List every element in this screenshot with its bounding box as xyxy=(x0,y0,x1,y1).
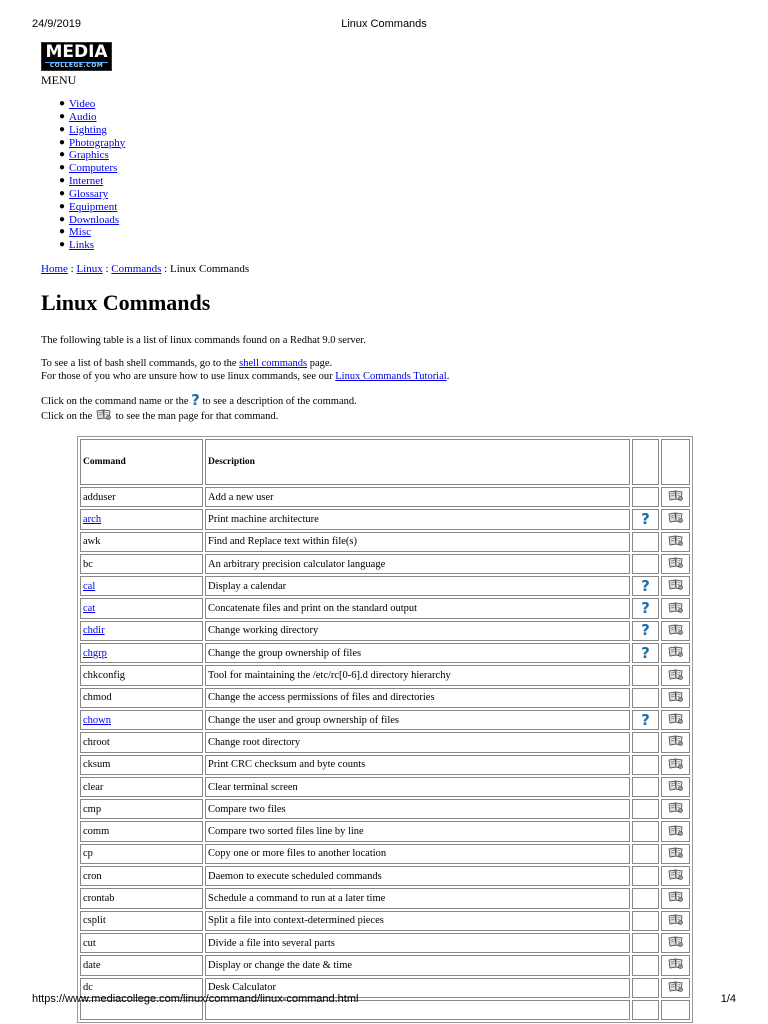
description-cell: Desk Calculator xyxy=(205,978,630,998)
command-cell xyxy=(80,911,203,931)
table-header-row xyxy=(80,439,690,485)
man-page-icon[interactable] xyxy=(667,734,685,750)
command-cell xyxy=(80,821,203,841)
man-icon-cell xyxy=(661,933,690,953)
description-cell: Find and Replace text within file(s) xyxy=(205,532,630,552)
question-mark-icon[interactable]: ? xyxy=(641,621,650,640)
description-cell: Compare two sorted files line by line xyxy=(205,821,630,841)
man-page-icon[interactable] xyxy=(667,690,685,706)
command-cell xyxy=(80,643,203,663)
command-cell xyxy=(80,509,203,529)
man-page-icon[interactable] xyxy=(667,712,685,728)
table-row xyxy=(80,821,690,841)
man-icon-cell xyxy=(661,621,690,641)
man-page-icon[interactable] xyxy=(667,980,685,996)
table-row xyxy=(80,643,690,663)
description-icon-cell xyxy=(632,665,659,685)
command-name: bc xyxy=(83,558,93,570)
shell-commands-link[interactable]: shell commands xyxy=(239,358,308,369)
description-cell: Change the user and group ownership of files xyxy=(205,710,630,730)
man-icon-cell xyxy=(661,643,690,663)
man-icon-cell xyxy=(661,576,690,596)
man-icon-cell xyxy=(661,554,690,574)
site-logo[interactable] xyxy=(41,42,112,71)
description-icon-cell xyxy=(632,710,659,730)
man-icon-cell xyxy=(661,821,690,841)
man-icon-cell xyxy=(661,911,690,931)
bullet-icon: ● xyxy=(59,162,66,174)
man-page-icon[interactable] xyxy=(667,623,685,639)
table-row xyxy=(80,844,690,864)
man-icon-cell xyxy=(661,509,690,529)
menu-link-audio[interactable]: Audio xyxy=(69,110,97,123)
command-cell xyxy=(80,554,203,574)
question-mark-icon: ? xyxy=(191,391,200,409)
command-cell xyxy=(80,576,203,596)
column-header-command: Command xyxy=(80,439,203,485)
man-page-icon[interactable] xyxy=(667,824,685,840)
table-row xyxy=(80,732,690,752)
description-icon-cell xyxy=(632,866,659,886)
click-man-line: Click on the to see the man page for that command. xyxy=(41,408,278,425)
man-page-icon[interactable] xyxy=(667,957,685,973)
description-cell: Divide a file into several parts xyxy=(205,933,630,953)
command-name: cmp xyxy=(83,803,102,815)
description-cell: Print CRC checksum and byte counts xyxy=(205,755,630,775)
breadcrumb-home[interactable]: Home xyxy=(41,263,68,275)
command-cell xyxy=(80,688,203,708)
table-row xyxy=(80,755,690,775)
description-cell: Compare two files xyxy=(205,799,630,819)
command-cell xyxy=(80,665,203,685)
table-row xyxy=(80,933,690,953)
menu-link-glossary[interactable]: Glossary xyxy=(69,187,109,200)
bash-commands-line: To see a list of bash shell commands, go to the shell commands page. xyxy=(41,358,333,369)
description-cell: Concatenate files and print on the standard output xyxy=(205,598,630,618)
description-icon-cell xyxy=(632,755,659,775)
man-icon-cell xyxy=(661,665,690,685)
man-icon-cell xyxy=(661,688,690,708)
man-icon-cell xyxy=(661,777,690,797)
command-name: dc xyxy=(83,982,93,994)
description-icon-cell xyxy=(632,732,659,752)
man-page-icon[interactable] xyxy=(667,534,685,550)
command-link[interactable]: cat xyxy=(83,603,96,615)
question-mark-icon[interactable]: ? xyxy=(641,643,650,662)
description-cell: Schedule a command to run at a later time xyxy=(205,888,630,908)
man-page-icon[interactable] xyxy=(667,645,685,661)
table-row xyxy=(80,532,690,552)
description-icon-cell xyxy=(632,888,659,908)
command-name: chmod xyxy=(83,692,112,704)
man-icon-cell xyxy=(661,799,690,819)
man-page-icon[interactable] xyxy=(667,801,685,817)
command-name: chroot xyxy=(83,736,110,748)
description-icon-cell xyxy=(632,777,659,797)
bullet-icon: ● xyxy=(59,175,66,187)
bullet-icon: ● xyxy=(59,200,66,212)
menu-link-lighting[interactable]: Lighting xyxy=(69,123,107,136)
bullet-icon: ● xyxy=(59,239,66,251)
command-cell xyxy=(80,888,203,908)
description-cell: Display or change the date & time xyxy=(205,955,630,975)
menu-link-downloads[interactable]: Downloads xyxy=(69,213,120,226)
command-cell xyxy=(80,598,203,618)
command-name: awk xyxy=(83,536,101,548)
man-icon-cell xyxy=(661,532,690,552)
logo-wordmark: MEDIA xyxy=(45,42,108,62)
menu-link-internet[interactable]: Internet xyxy=(69,175,104,188)
man-icon-cell xyxy=(661,1000,690,1020)
man-page-icon[interactable] xyxy=(667,868,685,884)
command-cell xyxy=(80,532,203,552)
description-icon-cell xyxy=(632,933,659,953)
bullet-icon: ● xyxy=(59,123,66,135)
man-page-icon[interactable] xyxy=(667,578,685,594)
table-row xyxy=(80,554,690,574)
bullet-icon: ● xyxy=(59,149,66,161)
click-description-line: Click on the command name or the ? to see a description of the command. xyxy=(41,391,357,409)
man-icon-cell xyxy=(661,844,690,864)
intro-text: The following table is a list of linux commands found on a Redhat 9.0 server. xyxy=(41,335,366,346)
breadcrumb-linux[interactable]: Linux xyxy=(76,263,103,275)
bullet-icon: ● xyxy=(59,213,66,225)
man-page-icon[interactable] xyxy=(667,601,685,617)
description-cell: Daemon to execute scheduled commands xyxy=(205,866,630,886)
table-row xyxy=(80,576,690,596)
column-header-man-icon xyxy=(661,439,690,485)
description-cell: Change root directory xyxy=(205,732,630,752)
command-cell xyxy=(80,955,203,975)
breadcrumb-separator: : xyxy=(67,263,77,275)
description-cell: Copy one or more files to another location xyxy=(205,844,630,864)
description-icon-cell xyxy=(632,844,659,864)
table-row xyxy=(80,487,690,507)
command-cell xyxy=(80,732,203,752)
menu-link-links[interactable]: Links xyxy=(69,239,95,252)
man-page-icon[interactable] xyxy=(667,779,685,795)
breadcrumb-commands[interactable]: Commands xyxy=(111,263,162,275)
description-icon-cell xyxy=(632,576,659,596)
logo-subtext: COLLEGE.COM xyxy=(49,62,104,69)
command-name: crontab xyxy=(83,892,115,904)
breadcrumb-separator: : xyxy=(102,263,112,275)
command-name: chkconfig xyxy=(83,670,125,682)
description-icon-cell xyxy=(632,955,659,975)
description-icon-cell xyxy=(632,621,659,641)
man-icon-cell xyxy=(661,487,690,507)
command-cell xyxy=(80,487,203,507)
man-page-icon[interactable] xyxy=(667,913,685,929)
menu-link-misc[interactable]: Misc xyxy=(69,226,91,239)
tutorial-line: For those of you who are unsure how to use linux commands, see our Linux Commands Tutorial. xyxy=(41,371,450,382)
description-cell: Change working directory xyxy=(205,621,630,641)
command-name: cksum xyxy=(83,759,111,771)
command-link[interactable]: chdir xyxy=(83,625,105,637)
man-page-icon[interactable] xyxy=(667,890,685,906)
man-page-icon[interactable] xyxy=(667,489,685,505)
command-name: comm xyxy=(83,826,110,838)
table-row xyxy=(80,888,690,908)
page-title: Linux Commands xyxy=(41,290,211,315)
command-cell xyxy=(80,621,203,641)
menu-link-photography[interactable]: Photography xyxy=(69,136,126,149)
command-link[interactable]: chgrp xyxy=(83,647,107,659)
breadcrumb-current: Linux Commands xyxy=(169,263,250,275)
command-cell xyxy=(80,844,203,864)
command-cell xyxy=(80,933,203,953)
description-icon-cell xyxy=(632,978,659,998)
description-cell: Split a file into context-determined pieces xyxy=(205,911,630,931)
command-link[interactable]: arch xyxy=(83,513,102,525)
command-cell xyxy=(80,799,203,819)
description-cell: Change the access permissions of files and directories xyxy=(205,688,630,708)
bullet-icon: ● xyxy=(59,187,66,199)
question-mark-icon[interactable]: ? xyxy=(641,599,650,618)
description-icon-cell xyxy=(632,799,659,819)
menu-link-graphics[interactable]: Graphics xyxy=(69,149,109,162)
man-icon-cell xyxy=(661,955,690,975)
command-name: clear xyxy=(83,781,104,793)
bullet-icon: ● xyxy=(59,110,66,122)
column-header-description: Description xyxy=(205,439,630,485)
description-icon-cell xyxy=(632,554,659,574)
table-row xyxy=(80,665,690,685)
man-page-icon[interactable] xyxy=(667,846,685,862)
table-row xyxy=(80,621,690,641)
description-icon-cell xyxy=(632,532,659,552)
man-page-icon[interactable] xyxy=(667,757,685,773)
table-row xyxy=(80,777,690,797)
description-cell: Print machine architecture xyxy=(205,509,630,529)
description-cell: Clear terminal screen xyxy=(205,777,630,797)
column-header-desc-icon xyxy=(632,439,659,485)
footer-url: https://www.mediacollege.com/linux/command/linux-command.html xyxy=(32,993,359,1005)
description-cell: Tool for maintaining the /etc/rc[0-6].d directory hierarchy xyxy=(205,665,630,685)
breadcrumb xyxy=(41,263,249,275)
command-cell xyxy=(80,710,203,730)
command-name: cp xyxy=(83,848,93,860)
print-date: 24/9/2019 xyxy=(32,18,81,30)
bullet-icon: ● xyxy=(59,98,66,109)
table-row xyxy=(80,955,690,975)
description-icon-cell xyxy=(632,688,659,708)
command-cell xyxy=(80,866,203,886)
command-link[interactable]: cal xyxy=(83,580,96,592)
description-icon-cell xyxy=(632,509,659,529)
man-icon-cell xyxy=(661,978,690,998)
command-name: cron xyxy=(83,870,102,882)
footer-page-number: 1/4 xyxy=(720,993,736,1005)
table-row xyxy=(80,598,690,618)
command-cell xyxy=(80,777,203,797)
question-mark-icon[interactable]: ? xyxy=(641,576,650,595)
description-icon-cell xyxy=(632,487,659,507)
menu-link-video[interactable]: Video xyxy=(69,98,96,110)
man-page-icon[interactable] xyxy=(667,668,685,684)
description-cell: Change the group ownership of files xyxy=(205,643,630,663)
bullet-icon: ● xyxy=(59,226,66,238)
description-cell: Display a calendar xyxy=(205,576,630,596)
command-name: cut xyxy=(83,937,96,949)
command-cell xyxy=(80,755,203,775)
table-row xyxy=(80,799,690,819)
man-page-icon[interactable] xyxy=(667,556,685,572)
breadcrumb-separator: : xyxy=(161,263,170,275)
command-name: adduser xyxy=(83,491,116,503)
man-icon-cell xyxy=(661,710,690,730)
menu-link-equipment[interactable]: Equipment xyxy=(69,200,118,213)
menu-link-computers[interactable]: Computers xyxy=(69,162,118,175)
table-row xyxy=(80,911,690,931)
man-icon-cell xyxy=(661,866,690,886)
table-row xyxy=(80,688,690,708)
command-name: csplit xyxy=(83,915,106,927)
description-icon-cell xyxy=(632,911,659,931)
description-cell: An arbitrary precision calculator language xyxy=(205,554,630,574)
man-page-icon xyxy=(95,408,113,425)
table-row xyxy=(80,866,690,886)
print-header xyxy=(0,18,768,32)
question-mark-icon[interactable]: ? xyxy=(641,710,650,729)
description-icon-cell xyxy=(632,1000,659,1020)
description-icon-cell xyxy=(632,643,659,663)
man-icon-cell xyxy=(661,755,690,775)
man-icon-cell xyxy=(661,888,690,908)
menu-label: MENU xyxy=(41,73,77,87)
man-icon-cell xyxy=(661,598,690,618)
description-icon-cell xyxy=(632,821,659,841)
question-mark-icon[interactable]: ? xyxy=(641,509,650,528)
table-row xyxy=(80,710,690,730)
description-cell: Add a new user xyxy=(205,487,630,507)
bullet-icon: ● xyxy=(59,136,66,148)
linux-commands-tutorial-link[interactable]: Linux Commands Tutorial xyxy=(335,371,447,382)
command-name: date xyxy=(83,959,101,971)
commands-table xyxy=(77,436,693,1023)
table-row xyxy=(80,509,690,529)
description-icon-cell xyxy=(632,598,659,618)
command-link[interactable]: chown xyxy=(83,714,111,726)
man-page-icon[interactable] xyxy=(667,935,685,951)
man-icon-cell xyxy=(661,732,690,752)
print-title: Linux Commands xyxy=(341,18,427,30)
man-page-icon[interactable] xyxy=(667,511,685,527)
